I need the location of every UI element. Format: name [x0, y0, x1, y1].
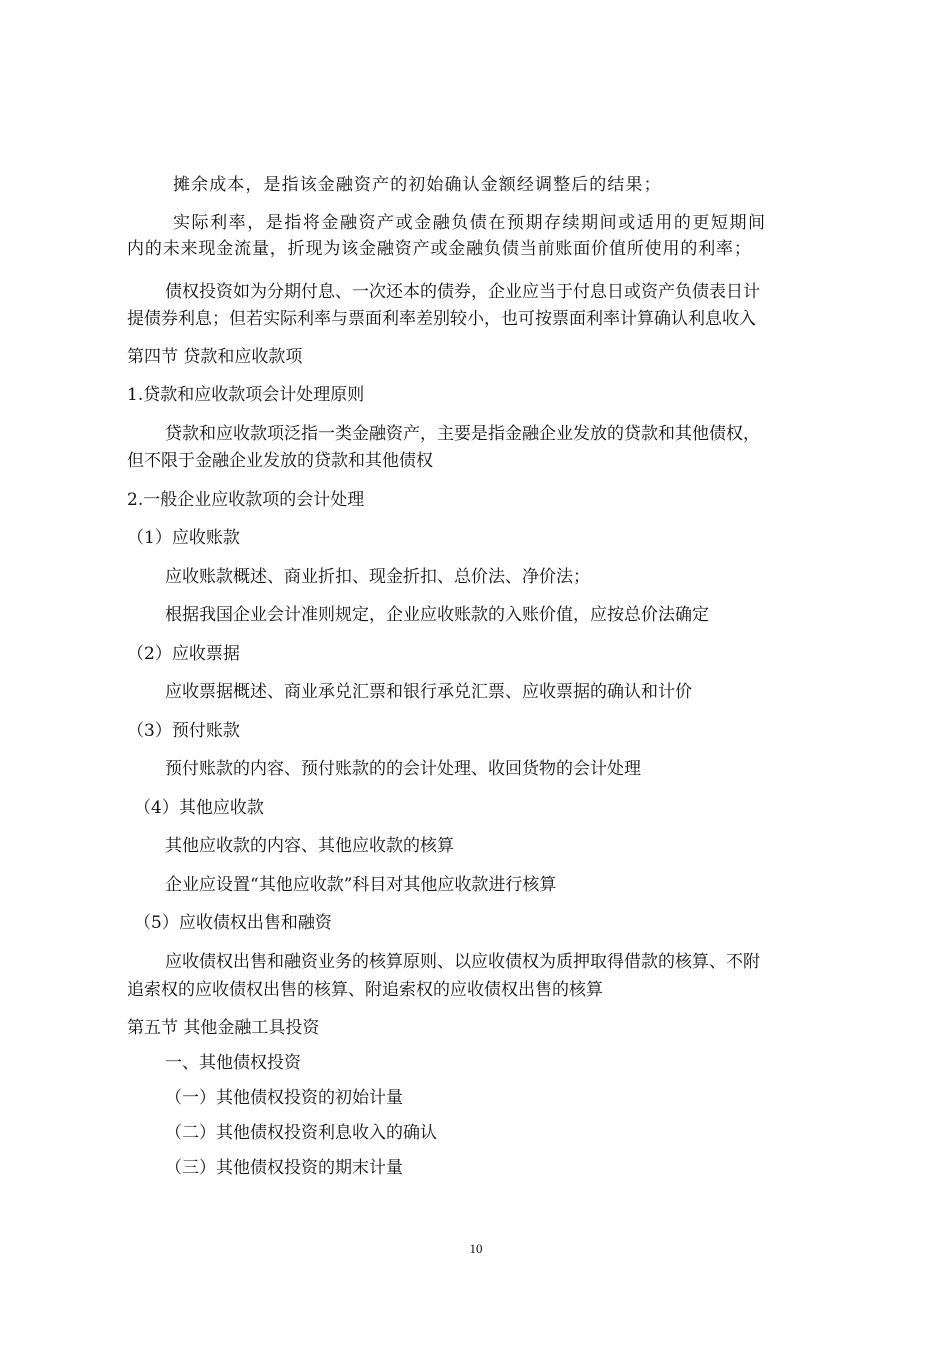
item-prepayments: （3）预付账款: [127, 721, 240, 741]
paragraph-effective-rate-line1: 实际利率，是指将金融资产或金融负债在预期存续期间或适用的更短期间: [173, 213, 767, 233]
text-accounts-receivable-rule: 根据我国企业会计准则规定，企业应收账款的入账价值，应按总价法确定: [165, 605, 709, 625]
item-other-receivables: （4）其他应收款: [134, 798, 264, 818]
text-notes-receivable: 应收票据概述、商业承兑汇票和银行承兑汇票、应收票据的确认和计价: [165, 682, 692, 702]
item-accounts-receivable: （1）应收账款: [127, 528, 240, 548]
item-interest-recognition: （二）其他债权投资利息收入的确认: [165, 1123, 437, 1143]
item-receivable-financing: （5）应收债权出售和融资: [134, 913, 332, 933]
text-receivable-financing-line2: 追索权的应收债权出售的核算、附追索权的应收债权出售的核算: [127, 980, 603, 1000]
item-period-end-measurement: （三）其他债权投资的期末计量: [165, 1158, 403, 1178]
paragraph-amortized-cost: 摊余成本，是指该金融资产的初始确认金额经调整后的结果；: [173, 175, 662, 195]
section-heading-5: 第五节 其他金融工具投资: [127, 1018, 320, 1038]
subheading-receivables: 2.一般企业应收款项的会计处理: [127, 490, 365, 510]
page-number: 10: [469, 1241, 483, 1256]
text-other-receivables-account: 企业应设置“其他应收款”科目对其他应收款进行核算: [165, 875, 557, 895]
item-notes-receivable: （2）应收票据: [127, 644, 240, 664]
item-initial-measurement: （一）其他债权投资的初始计量: [165, 1088, 403, 1108]
subheading-loans-principle: 1.贷款和应收款项会计处理原则: [127, 385, 365, 405]
paragraph-loans-line2: 但不限于金融企业发放的贷款和其他债权: [127, 451, 433, 471]
text-other-receivables: 其他应收款的内容、其他应收款的核算: [165, 836, 454, 856]
section-heading-4: 第四节 贷款和应收款项: [127, 347, 303, 367]
text-accounts-receivable-overview: 应收账款概述、商业折扣、现金折扣、总价法、净价法；: [165, 567, 590, 587]
paragraph-loans-line1: 贷款和应收款项泛指一类金融资产，主要是指金融企业发放的贷款和其他债权，: [165, 424, 760, 444]
paragraph-bond-interest-line2: 提债券利息；但若实际利率与票面利率差别较小，也可按票面利率计算确认利息收入: [127, 309, 756, 329]
text-receivable-financing-line1: 应收债权出售和融资业务的核算原则、以应收债权为质押取得借款的核算、不附: [165, 952, 760, 972]
subheading-other-debt-investment: 一、其他债权投资: [165, 1053, 301, 1073]
paragraph-bond-interest-line1: 债权投资如为分期付息、一次还本的债券，企业应当于付息日或资产负债表日计: [165, 282, 760, 302]
paragraph-effective-rate-line2: 内的未来现金流量，折现为该金融资产或金融负债当前账面价值所使用的利率；: [127, 239, 752, 259]
text-prepayments: 预付账款的内容、预付账款的的会计处理、收回货物的会计处理: [165, 759, 641, 779]
